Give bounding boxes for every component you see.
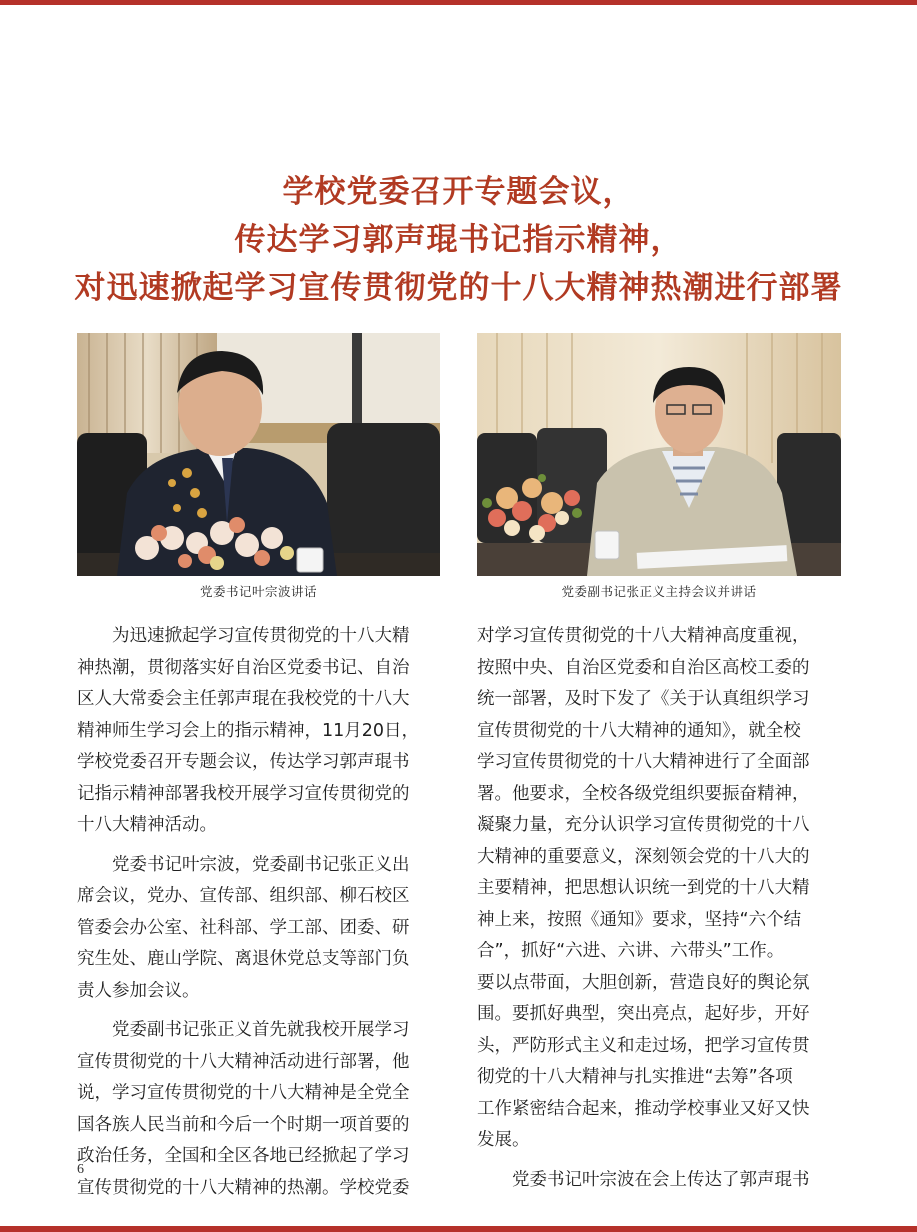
page-number: 6: [77, 1162, 84, 1177]
paragraph: [477, 621, 844, 1157]
paragraph: [77, 850, 444, 1008]
text-line: 要以点带面，大胆创新，营造良好的舆论氛: [477, 972, 810, 993]
title-line-3: 对迅速掀起学习宣传贯彻党的十八大精神热潮进行部署: [74, 270, 843, 306]
text-line: 管委会办公室、社科部、学工部、团委、研: [77, 917, 410, 938]
text-line: 记指示精神部署我校开展学习宣传贯彻党的: [77, 783, 410, 804]
text-line: 说，学习宣传贯彻党的十八大精神是全党全: [77, 1083, 410, 1103]
text-line: 凝聚力量，充分认识学习宣传贯彻党的十八: [477, 815, 810, 835]
text-line: 政治任务，全国和全区各地已经掀起了学习: [77, 1146, 410, 1166]
text-line: 宣传贯彻党的十八大精神的通知》，就全校: [477, 720, 801, 741]
text-line: 神上来，按照《通知》要求，坚持“六个结: [477, 909, 802, 930]
paragraph: [77, 621, 444, 842]
text-line: 彻党的十八大精神与扎实推进“去筹”各项: [477, 1067, 793, 1087]
text-line: 围。要抓好典型，突出亮点，起好步，开好: [477, 1004, 810, 1024]
title-line-1: 学校党委召开专题会议，: [282, 174, 635, 210]
top-rule: [0, 0, 917, 5]
text-line: 为迅速掀起学习宣传贯彻党的十八大精: [112, 626, 410, 646]
text-line: 党委副书记张正义首先就我校开展学习: [112, 1020, 410, 1040]
caption-right: 党委副书记张正义主持会议并讲话: [561, 584, 757, 599]
bottom-rule: [0, 1226, 917, 1232]
title-line-2: 传达学习郭声琨书记指示精神，: [234, 222, 683, 258]
text-line: 统一部署，及时下发了《关于认真组织学习: [477, 689, 810, 709]
text-line: 工作紧密结合起来，推动学校事业又好又快: [477, 1098, 810, 1119]
text-line: 宣传贯彻党的十八大精神活动进行部署，他: [77, 1051, 410, 1072]
text-line: 国各族人民当前和今后一个时期一项首要的: [77, 1114, 410, 1135]
text-line: 究生处、鹿山学院、离退休党总支等部门负: [77, 949, 410, 969]
paragraph: [77, 1015, 444, 1204]
text-line: 署。他要求，全校各级党组织要振奋精神，: [477, 783, 810, 804]
paragraph: [477, 1165, 844, 1197]
text-line: 十八大精神活动。: [77, 815, 217, 835]
photo-party-secretary: [77, 333, 440, 576]
text-line: 席会议，党办、宣传部、组织部、柳石校区: [77, 886, 410, 906]
text-line: 大精神的重要意义，深刻领会党的十八大的: [477, 846, 810, 867]
caption-left: 党委书记叶宗波讲话: [199, 584, 317, 599]
body-column-right: [477, 621, 844, 1204]
photo-deputy-secretary: [477, 333, 841, 576]
text-line: 头，严防形式主义和走过场，把学习宣传贯: [477, 1035, 810, 1056]
text-line: 党委书记叶宗波在会上传达了郭声琨书: [512, 1169, 810, 1190]
text-line: 学习宣传贯彻党的十八大精神进行了全面部: [477, 752, 810, 772]
body-column-left: [77, 621, 444, 1212]
text-line: 学校党委召开专题会议，传达学习郭声琨书: [77, 752, 410, 772]
text-line: 主要精神，把思想认识统一到党的十八大精: [477, 878, 810, 898]
text-line: 党委书记叶宗波，党委副书记张正义出: [112, 854, 410, 875]
text-line: 精神师生学习会上的指示精神，11月20日，: [77, 720, 420, 741]
text-line: 神热潮，贯彻落实好自治区党委书记、自治: [77, 657, 410, 678]
text-line: 按照中央、自治区党委和自治区高校工委的: [477, 657, 810, 678]
text-line: 责人参加会议。: [77, 980, 200, 1001]
text-line: 发展。: [477, 1130, 530, 1150]
text-line: 合”，抓好“六进、六讲、六带头”工作。: [477, 941, 785, 961]
text-line: 对学习宣传贯彻党的十八大精神高度重视，: [477, 626, 810, 646]
article-title: [0, 168, 917, 312]
text-line: 宣传贯彻党的十八大精神的热潮。学校党委: [77, 1177, 410, 1198]
text-line: 区人大常委会主任郭声琨在我校党的十八大: [77, 689, 410, 709]
